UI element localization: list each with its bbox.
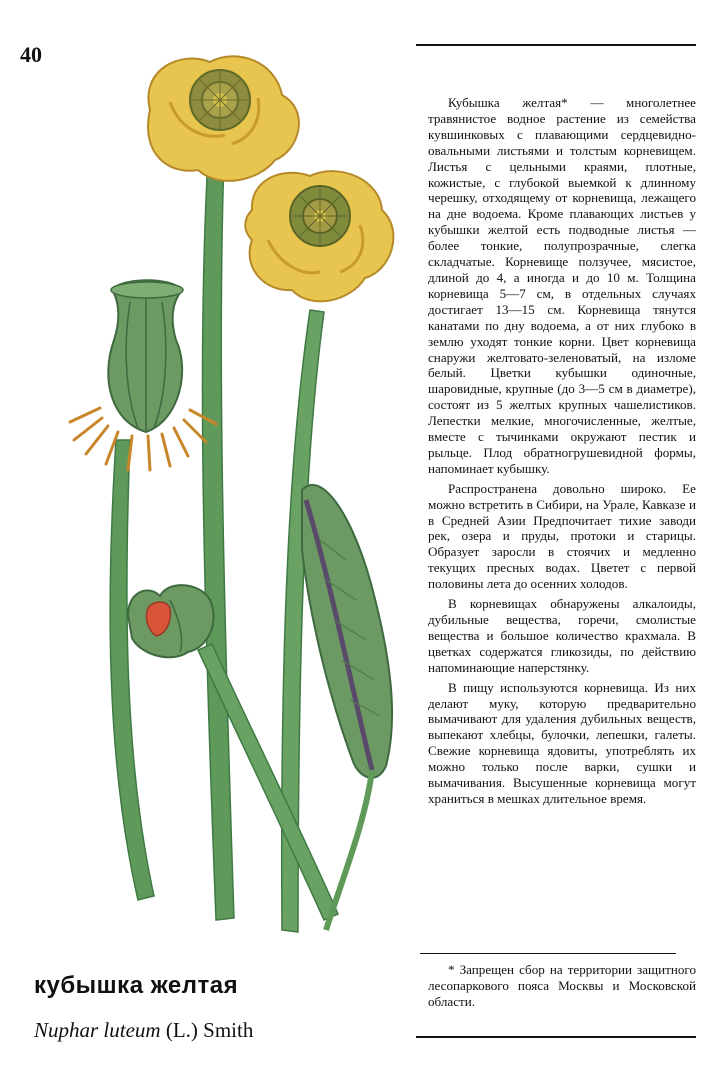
page-number: 40 [20, 42, 42, 67]
latin-authority: (L.) Smith [165, 1018, 254, 1042]
flower-open [148, 56, 299, 181]
footnote-text: * Запрещен сбор на территории защитного лесопаркового пояса Москвы и Московской области. [428, 962, 696, 1009]
top-rule [416, 44, 696, 46]
latin-name [34, 1018, 253, 1043]
paragraph-distribution: Распространена довольно широко. Ее можно встретить в Сибири, на Урале, Кавказе и в Средней Азии Предпочитает тихие заводи рек, озера и пруды, протоки и старицы. Образует заросли в стоячих и медленно текущих пресных водах. Цветет с первой половины лета до осенних холодов. [428, 480, 696, 592]
plant-title: кубышка желтая [34, 972, 239, 999]
seed-pod [70, 280, 216, 470]
paragraph-usage: В пищу используются корневища. Из них делают муку, которую предварительно вымачивают для удаления дубильных веществ, выпекают хлебцы, булочки, лепешки, галеты. Свежие корневища ядовиты, употреблять их можно только после варки, сушки и вымачивания. Высушенные корневища могут храниться в мешках длительное время. [428, 679, 696, 806]
footnote-rule [420, 953, 676, 954]
article-text [428, 95, 696, 811]
paragraph-composition: В корневищах обнаружены алкалоиды, дубильные вещества, горечи, смолистые вещества и большое количество крахмала. В цветках содержатся гликозиды, по действию напоминающие наперстянку. [428, 596, 696, 675]
bud [128, 585, 214, 657]
plant-illustration [20, 40, 420, 970]
bottom-rule [416, 1036, 696, 1038]
latin-species: Nuphar luteum [34, 1018, 161, 1042]
flower-open-2 [245, 171, 393, 301]
paragraph-description: Кубышка желтая* — многолетнее травянистое водное растение из семейства кувшинковых с плавающими сердцевидно-овальными листьями и толстым корневищем. Листья с цельными краями, плотные, кожистые, с глубокой выемкой к длинному черешку, отходящему от корневища, лежащего на дне водоема. Кроме плавающих листьев у кубышки желтой есть подводные листья — более тонкие, полупрозрачные, слегка складчатые. Корневище ползучее, мясистое, длиной до 4, а иногда и до 10 м. Толщина корневища 5—7 см, в отдельных случаях достигает 13—15 см. Корневища тянутся канатами по дну водоема, а от них глубоко в землю уходят тонкие корни. Цвет корневища снаружи желтовато-зеленоватый, на изломе белый. Цветки кубышки одиночные, шаровидные, крупные (до 3—5 см в диаметре), состоят из 5 желтых крупных чашелистиков. Лепестки мелкие, многочисленные, желтые, вместе с тычинками окружают пестик и рыльце. Плод обратногрушевидной формы, напоминает кубышку. [428, 95, 696, 476]
footnote [428, 962, 696, 1010]
